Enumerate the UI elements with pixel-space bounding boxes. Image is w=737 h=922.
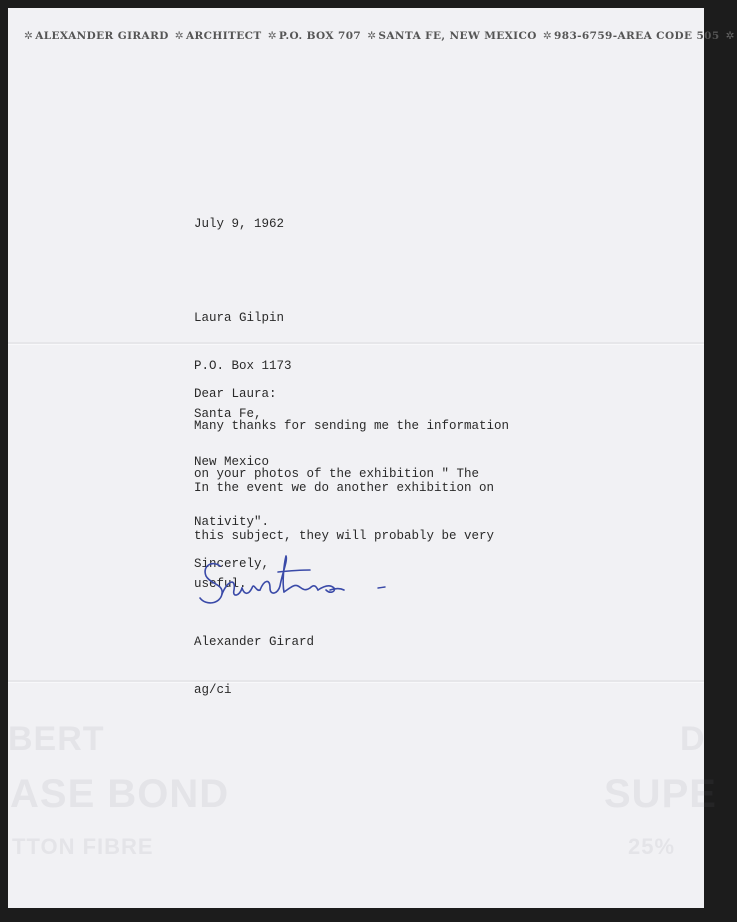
recipient-city: Santa Fe, [194, 407, 262, 421]
fold-line-upper [8, 342, 704, 344]
letterhead-profession: ARCHITECT [186, 30, 262, 42]
paragraph-line: Nativity". [194, 515, 270, 529]
letterhead-name: ALEXANDER GIRARD [35, 30, 169, 42]
ornament-icon: ✲ [542, 30, 553, 42]
date-text: July 9, 1962 [194, 217, 285, 231]
letter-date [194, 184, 284, 264]
watermark-line-3: TTON FIBRE [12, 834, 154, 859]
ornament-icon: ✲ [24, 30, 34, 42]
paragraph-line: Many thanks for sending me the information [194, 419, 510, 433]
paragraph-line: useful. [194, 577, 247, 591]
paragraph-line: this subject, they will probably be very [194, 529, 495, 543]
letterhead-box: P.O. BOX 707 [278, 30, 362, 42]
watermark-right-1: D [680, 720, 706, 758]
ornament-icon: ✲ [174, 30, 184, 42]
paragraph-line: on your photos of the exhibition " The [194, 467, 480, 481]
recipient-state: New Mexico [194, 455, 270, 469]
letterhead-phone: 983-6759-AREA CODE 505 [554, 30, 720, 42]
ornament-icon: ✲ [725, 30, 735, 42]
signer-block [194, 602, 314, 730]
watermark-right-3: 25% [628, 834, 676, 859]
letter-page [8, 8, 735, 908]
watermark-line-1: BERT [8, 720, 105, 758]
recipient-name: Laura Gilpin [194, 311, 285, 325]
watermark-right-2: SUPE [604, 772, 717, 816]
typist-initials: ag/ci [194, 683, 232, 697]
salutation-text: Dear Laura: [194, 387, 277, 401]
paragraph-line: In the event we do another exhibition on [194, 481, 495, 495]
fold-line-lower [8, 680, 704, 682]
signer-name: Alexander Girard [194, 635, 315, 649]
ornament-icon: ✲ [267, 30, 277, 42]
recipient-street: P.O. Box 1173 [194, 359, 292, 373]
letterhead-city: SANTA FE, NEW MEXICO [378, 30, 537, 42]
ornament-icon: ✲ [367, 30, 377, 42]
closing-text: Sincerely, [194, 557, 270, 571]
watermark-line-2: ASE BOND [10, 772, 230, 816]
letterhead [22, 30, 735, 42]
